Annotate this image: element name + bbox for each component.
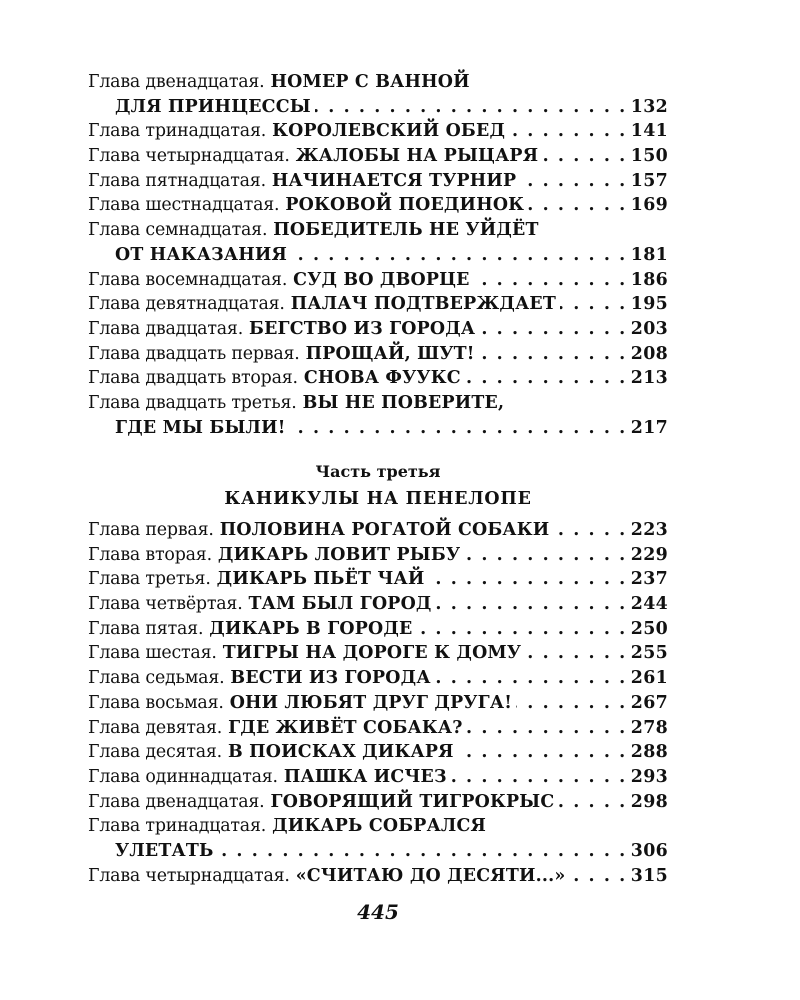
chapter-title: ДИКАРЬ ПЬЁТ ЧАЙ [216,569,425,590]
page-ref: 306 [630,840,668,861]
chapter-label: Глава девятнадцатая. [88,294,285,315]
toc-entry [88,317,668,342]
toc-entry [88,518,668,543]
dot-leader [520,169,626,194]
dot-leader [291,243,627,268]
chapter-title: ГОВОРЯЩИЙ ТИГРОКРЫС [270,791,555,812]
dot-leader [436,592,627,617]
toc-entry [88,691,668,716]
chapter-title: НАЧИНАЕТСЯ ТУРНИР [271,170,517,191]
chapter-label: Глава восьмая. [88,692,224,713]
chapter-title: В ПОИСКАХ ДИКАРЯ [228,742,454,763]
toc-entry [88,790,668,815]
chapter-title: РОКОВОЙ ПОЕДИНОК [285,195,525,216]
toc-entry [88,119,668,144]
page-ref: 298 [630,791,668,812]
page-ref: 132 [630,96,668,117]
chapter-label: Глава вторая. [88,544,212,565]
table-of-contents-part-three [88,518,668,888]
toc-entry [88,268,668,293]
chapter-title: ВЫ НЕ ПОВЕРИТЕ, [302,392,505,413]
dot-leader [479,342,627,367]
dot-leader [509,119,627,144]
toc-entry [88,567,668,592]
toc-entry-continuation [88,243,668,268]
chapter-title-continuation: ГДЕ МЫ БЫЛИ! [115,417,286,438]
toc-entry-continuation [88,416,668,441]
chapter-label: Глава шестнадцатая. [88,195,280,216]
page-ref: 255 [630,643,668,664]
chapter-label: Глава пятая. [88,618,204,639]
chapter-title: СУД ВО ДВОРЦЕ [293,269,470,290]
table-of-contents-part-two [88,70,668,440]
chapter-title: ДИКАРЬ СОБРАЛСЯ [272,816,487,837]
chapter-title: НОМЕР С ВАННОЙ [270,72,470,92]
chapter-label: Глава одиннадцатая. [88,766,278,787]
toc-entry [88,716,668,741]
toc-entry [88,765,668,790]
chapter-label: Глава десятая. [88,742,223,763]
toc-entry [88,641,668,666]
chapter-title: ЖАЛОБЫ НА РЫЦАРЯ [295,146,539,167]
chapter-label: Глава семнадцатая. [88,220,268,241]
chapter-label: Глава тринадцатая. [88,121,267,142]
chapter-label: Глава двенадцатая. [88,791,265,812]
chapter-title: ПАШКА ИСЧЕЗ [283,766,447,787]
chapter-title-continuation: ОТ НАКАЗАНИЯ [115,244,288,265]
chapter-title: КОРОЛЕВСКИЙ ОБЕД [272,121,506,142]
dot-leader [560,292,627,317]
chapter-title: ОНИ ЛЮБЯТ ДРУГ ДРУГА! [229,692,513,713]
chapter-label: Глава третья. [88,569,211,590]
chapter-label: Глава четырнадцатая. [88,865,290,886]
page-ref: 181 [630,244,668,265]
toc-entry [88,342,668,367]
chapter-label: Глава двадцатая. [88,318,244,339]
chapter-title-continuation: УЛЕТАТЬ [115,840,214,861]
toc-entry [88,169,668,194]
page-ref: 278 [630,717,668,738]
book-page [88,0,668,1000]
chapter-label: Глава шестая. [88,643,217,664]
chapter-label: Глава четвёртая. [88,594,243,615]
chapter-title: СНОВА ФУУКС [303,368,461,389]
chapter-title: ТАМ БЫЛ ГОРОД [248,594,432,615]
page-ref: 208 [630,343,668,364]
chapter-title: ГДЕ ЖИВЁТ СОБАКА? [228,717,463,738]
page-ref: 244 [630,594,668,615]
page-ref: 293 [630,766,668,787]
chapter-title: БЕГСТВО ИЗ ГОРОДА [249,318,476,339]
toc-entry [88,864,668,889]
toc-entry [88,391,668,416]
page-ref: 157 [630,170,668,191]
page-ref: 141 [630,121,668,142]
dot-leader [417,617,627,642]
dot-leader [458,740,627,765]
chapter-title: ВЕСТИ ИЗ ГОРОДА [230,668,431,689]
chapter-title: ПОБЕДИТЕЛЬ НЕ УЙДЁТ [273,220,539,241]
dot-leader [290,416,627,441]
page-ref: 229 [630,544,668,565]
toc-entry [88,543,668,568]
chapter-title: ПОЛОВИНА РОГАТОЙ СОБАКИ [219,520,550,540]
chapter-title: ТИГРЫ НА ДОРОГЕ К ДОМУ [222,643,522,664]
toc-entry [88,666,668,691]
dot-leader [218,839,627,864]
page-ref: 150 [630,146,668,167]
toc-entry [88,814,668,839]
dot-leader [474,268,627,293]
toc-entry [88,218,668,243]
toc-entry-continuation [88,95,668,120]
chapter-title: ДИКАРЬ В ГОРОДЕ [209,618,413,639]
dot-leader [558,790,626,815]
page-number: 445 [357,900,399,924]
chapter-label: Глава тринадцатая. [88,816,267,837]
toc-entry [88,617,668,642]
dot-leader [451,765,627,790]
chapter-label: Глава двадцать вторая. [88,368,298,389]
dot-leader [429,567,627,592]
chapter-title: ПАЛАЧ ПОДТВЕРЖДАЕТ [290,294,557,315]
page-ref: 237 [630,569,668,590]
page-ref: 169 [630,195,668,216]
page-ref: 288 [630,742,668,763]
toc-entry [88,592,668,617]
page-ref: 186 [630,269,668,290]
chapter-label: Глава пятнадцатая. [88,170,266,191]
toc-entry-continuation [88,839,668,864]
chapter-label: Глава восемнадцатая. [88,269,288,290]
dot-leader [479,317,627,342]
dot-leader [525,641,627,666]
dot-leader [553,518,626,543]
page-ref: 261 [630,668,668,689]
dot-leader [528,193,627,218]
dot-leader [542,144,627,169]
chapter-title: «СЧИТАЮ ДО ДЕСЯТИ...» [295,865,566,886]
part-title: КАНИКУЛЫ НА ПЕНЕЛОПЕ [224,489,532,509]
part-label: Часть третья [315,462,441,481]
toc-entry [88,740,668,765]
toc-entry [88,193,668,218]
chapter-label: Глава первая. [88,520,214,540]
page-ref: 267 [630,692,668,713]
dot-leader [464,543,627,568]
dot-leader [516,691,627,716]
page-ref: 315 [630,865,668,886]
toc-entry [88,366,668,391]
page-ref: 223 [630,520,668,540]
toc-entry [88,144,668,169]
chapter-label: Глава седьмая. [88,668,225,689]
dot-leader [315,95,627,120]
dot-leader [435,666,627,691]
page-ref: 217 [630,417,668,438]
toc-entry [88,292,668,317]
page-ref: 203 [630,318,668,339]
page-ref: 250 [630,618,668,639]
chapter-title: ДИКАРЬ ЛОВИТ РЫБУ [217,544,461,565]
chapter-label: Глава четырнадцатая. [88,146,290,167]
chapter-label: Глава двенадцатая. [88,72,265,92]
chapter-label: Глава двадцать первая. [88,343,300,364]
dot-leader [467,716,627,741]
chapter-label: Глава девятая. [88,717,223,738]
page-ref: 213 [630,368,668,389]
chapter-title: ПРОЩАЙ, ШУТ! [305,343,475,364]
page-ref: 195 [630,294,668,315]
chapter-title-continuation: ДЛЯ ПРИНЦЕССЫ [115,96,311,117]
dot-leader [569,864,626,889]
dot-leader [465,366,627,391]
toc-entry [88,70,668,95]
chapter-label: Глава двадцать третья. [88,392,297,413]
